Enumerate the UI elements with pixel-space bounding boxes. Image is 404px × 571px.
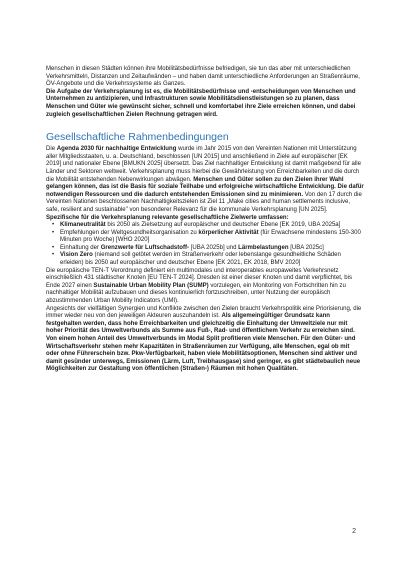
list-item: • Empfehlungen der Weltgesundheitsorganisation zu körperlicher Aktivität (für Erwachsene mindestens 150-300 Minuten pro Woche) [WHO 2020]: [54, 230, 364, 245]
agenda-paragraph: Die Agenda 2030 für nachhaltige Entwicklung wurde im Jahr 2015 von den Vereinten Nationen mit Unterstützung aller Mitgliedsstaaten, u. a. Deutschland, beschlossen [UN 2015] und anschließend in Ziele auf europäischer [EK 2019] und nationaler Ebene [BMUKN 2025] übersetzt. Das Ziel nachhaltiger Entwicklung ist damit maßgebend für alle Länder und Sektoren weltweit. Verkehrsplanung muss hierbei die Gewährleistung von Erreichbarkeiten und die durch die Mobilität entstehenden Nebenwirkungen abwägen. Menschen und Güter sollen zu den Zielen ihrer Wahl gelangen können, das ist die Basis für soziale Teilhabe und erfolgreiche wirtschaftliche Entwicklung. Die dafür notwendigen Ressourcen und die dadurch entstehenden Emissionen sind zu minimieren. Von den 17 durch die Vereinten Nationen beschlossenen Nachhaltigkeitszielen ist Ziel 11 „Make cities and human settlements inclusive, safe, resilient and sustainable" von besonderer Relevanz für die kommunale Verkehrsplanung [UN 2025].: [46, 146, 364, 213]
list-item: • Einhaltung der Grenzwerte für Luftschadstoff- [UBA 2025b] und Lärmbelastungen [UBA 2025c]: [54, 245, 364, 253]
list-intro: Spezifische für die Verkehrsplanung relevante gesellschaftliche Zielwerte umfassen:: [46, 214, 289, 221]
intro-paragraph: Menschen in diesen Städten können ihre Mobilitätsbedürfnisse befriedigen, sie tun das aber mit unterschiedlichen Verkehrsmitteln, Distanzen und Zeitaufwänden – und haben damit unterschiedliche Anforderungen an Straßenräume, ÖV-Angebote und die Verkehrssysteme als Ganzes.: [46, 66, 360, 88]
ten-t-paragraph: Die europäische TEN-T Verordnung definiert ein multimodales und interoperables europaweites Verkehrsnetz einschließlich 431 städtischer Knoten [EU TEN-T 2024]. Dresden ist einer dieser Knoten und damit verpflichtet, bis Ende 2027 einen Sustainable Urban Mobility Plan (SUMP) vorzulegen, ein Monitoring von Fortschritten hin zu nachhaltiger Mobilität aufzubauen und dieses kontinuierlich fortzuschreiben, unter Nutzung der europäisch abzustimmenden Urban Mobility Indicators (UMI).: [46, 267, 352, 305]
document-page: [46, 66, 364, 374]
list-item: • Klimaneutralität bis 2050 als Zielsetzung auf europäischer und deutscher Ebene [EK 2019, UBA 2025a]: [54, 222, 364, 230]
intro-bold-paragraph: Die Aufgabe der Verkehrsplanung ist es, die Mobilitätsbedürfnisse und -entscheidungen von Menschen und Unternehmen zu antizipieren, und Infrastrukturen sowie Mobilitätsdienstleistungen so zu planen, dass Menschen und Güter wie gewünscht sicher, schnell und komfortabel ihre Ziele erreichen können, und dabei zugleich gesellschaftlichen Zielen Rechnung getragen wird.: [46, 88, 356, 118]
section-heading: Gesellschaftliche Rahmenbedingungen: [46, 131, 229, 144]
page-number: 2: [352, 528, 356, 535]
list-item: • Vision Zero (niemand soll getötet werden im Straßenverkehr oder lebenslange gesundheitliche Schäden erleiden) bis 2050 auf europäischer und deutscher Ebene [EK 2021, EK 2018, BMV 2020]: [54, 252, 364, 267]
priority-paragraph: Angesichts der vielfältigen Synergien und Konflikte zwischen den Zielen braucht Verkehrspolitik eine Priorisierung, die immer wieder neu von den jeweiligen Akteuren auszuhandeln ist. Als allgemeingültiger Grundsatz kann festgehalten werden, dass hohe Erreichbarkeiten und gleichzeitig die Einhaltung der Umweltziele nur mit hoher Priorität des Umweltverbunds als Summe aus Fuß-, Rad- und öffentlichem Verkehr zu erreichen sind. Von einem hohen Anteil des Umweltverbunds im Modal Split profitieren viele Menschen. Für den Güter- und Wirtschaftsverkehr stehen mehr Kapazitäten in Straßenräumen zur Verfügung, alle Menschen, egal ob mit oder ohne Führerschein bzw. Pkw-Verfügbarkeit, haben viele Mobilitätsoptionen, Menschen sind aktiver und damit gesünder unterwegs, Emissionen (Lärm, Luft, Treibhausgase) sind geringer, es gibt städtebaulich neue Möglichkeiten zur Gestaltung von öffentlichen (Straßen-) Räumen mit hohen Qualitäten.: [46, 305, 362, 373]
goals-list: [46, 222, 364, 268]
